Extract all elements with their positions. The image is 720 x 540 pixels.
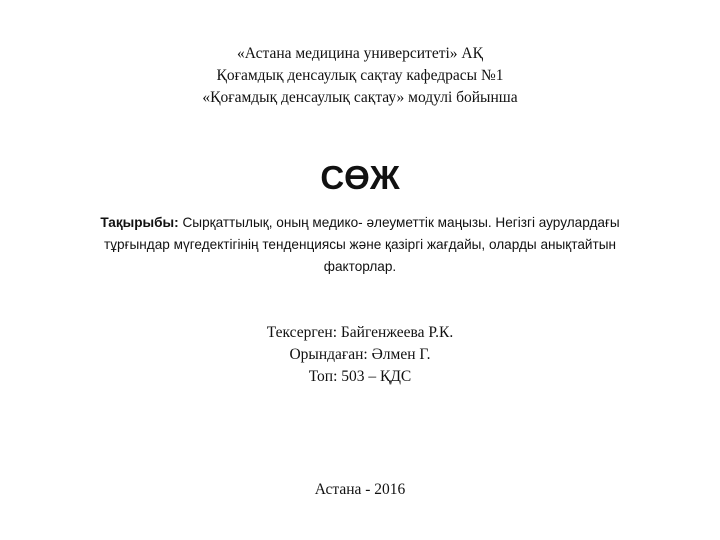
- group-number: Топ: 503 – ҚДС: [308, 368, 412, 385]
- performed-by: Орындаған: Әлмен Г.: [289, 346, 431, 363]
- topic-block: [74, 212, 646, 278]
- checked-by: Тексерген: Байгенжеева Р.К.: [266, 324, 454, 341]
- institution-header: [0, 43, 720, 109]
- document-title: СӨЖ: [320, 159, 400, 196]
- topic-text: Сырқаттылық, оның медико- әлеуметтік маңызы. Негізгі аурулардағы тұрғындар мүгедектігінің тенденциясы және қазіргі жағдайы, оларды анықтайтын факторлар.: [103, 215, 620, 274]
- module-name: «Қоғамдық денсаулық сақтау» модулі бойынша: [202, 89, 518, 106]
- university-name: «Астана медицина университеті» АҚ: [237, 45, 483, 62]
- place-year: Астана - 2016: [314, 481, 406, 498]
- department-name: Қоғамдық денсаулық сақтау кафедрасы №1: [216, 67, 504, 84]
- author-info: [0, 322, 720, 388]
- topic-label: Тақырыбы:: [100, 215, 179, 230]
